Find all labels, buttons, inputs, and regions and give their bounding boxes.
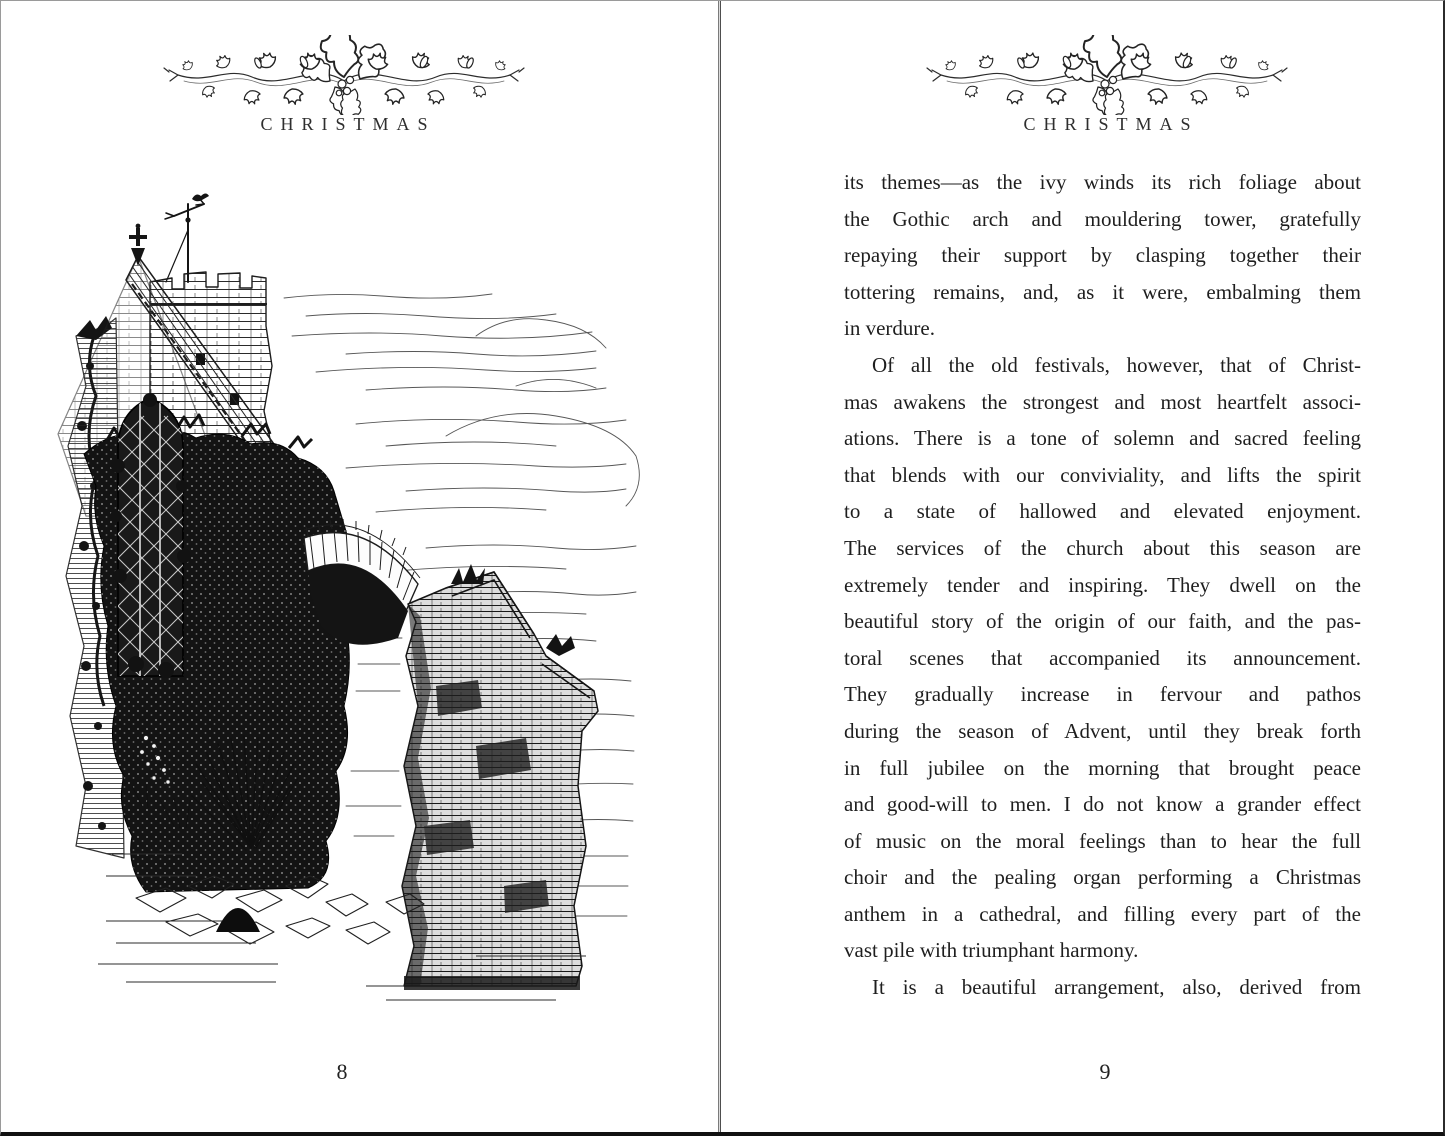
text-line: and good-will to men. I do not know a grander effect: [844, 792, 1361, 817]
text-line: ations. There is a tone of solemn and sacred feeling: [844, 426, 1361, 451]
text-line: tottering remains, and, as it were, embalming them: [844, 279, 1361, 304]
body-text: [844, 164, 1361, 1006]
text-line: vast pile with triumphant harmony.: [844, 938, 1139, 963]
text-line: of music on the moral feelings than to hear the full: [844, 828, 1361, 853]
text-line: beautiful story of the origin of our faith, and the pas-: [844, 609, 1361, 634]
church-ruin-illustration: [46, 186, 646, 1006]
text-line: choir and the pealing organ performing a Christmas: [844, 865, 1361, 890]
running-head-right: CHRISTMAS: [1023, 114, 1199, 134]
right-page: [722, 1, 1444, 1132]
holly-ivy-ornament-icon: [917, 35, 1297, 115]
page-number-left: 8: [336, 1059, 348, 1084]
page-number-right: 9: [1099, 1059, 1111, 1084]
running-head-left: CHRISTMAS: [260, 114, 436, 134]
page-gutter-divider: [718, 1, 721, 1132]
text-line: the Gothic arch and mouldering tower, gratefully: [844, 206, 1361, 231]
text-line: The services of the church about this season are: [844, 535, 1361, 560]
text-line: repaying their support by clasping together their: [844, 243, 1361, 268]
text-line: anthem in a cathedral, and filling every part of the: [844, 901, 1361, 926]
text-line: They gradually increase in fervour and pathos: [844, 682, 1361, 707]
text-line: that blends with our conviviality, and lifts the spirit: [844, 462, 1361, 487]
text-line: its themes—as the ivy winds its rich foliage about: [844, 170, 1361, 194]
text-line: in verdure.: [844, 316, 935, 341]
text-line: mas awakens the strongest and most heartfelt associ-: [844, 389, 1361, 414]
text-line: Of all the old festivals, however, that of Christ-: [872, 352, 1361, 377]
text-line: extremely tender and inspiring. They dwell on the: [844, 572, 1361, 597]
holly-ivy-ornament-icon: [154, 35, 534, 115]
text-line: It is a beautiful arrangement, also, derived from: [872, 975, 1361, 1000]
text-line: during the season of Advent, until they break forth: [844, 718, 1361, 743]
text-line: toral scenes that accompanied its announcement.: [844, 645, 1361, 670]
text-line: to a state of hallowed and elevated enjoyment.: [844, 499, 1361, 524]
text-line: in full jubilee on the morning that brought peace: [844, 755, 1361, 780]
left-page: [1, 1, 719, 1132]
